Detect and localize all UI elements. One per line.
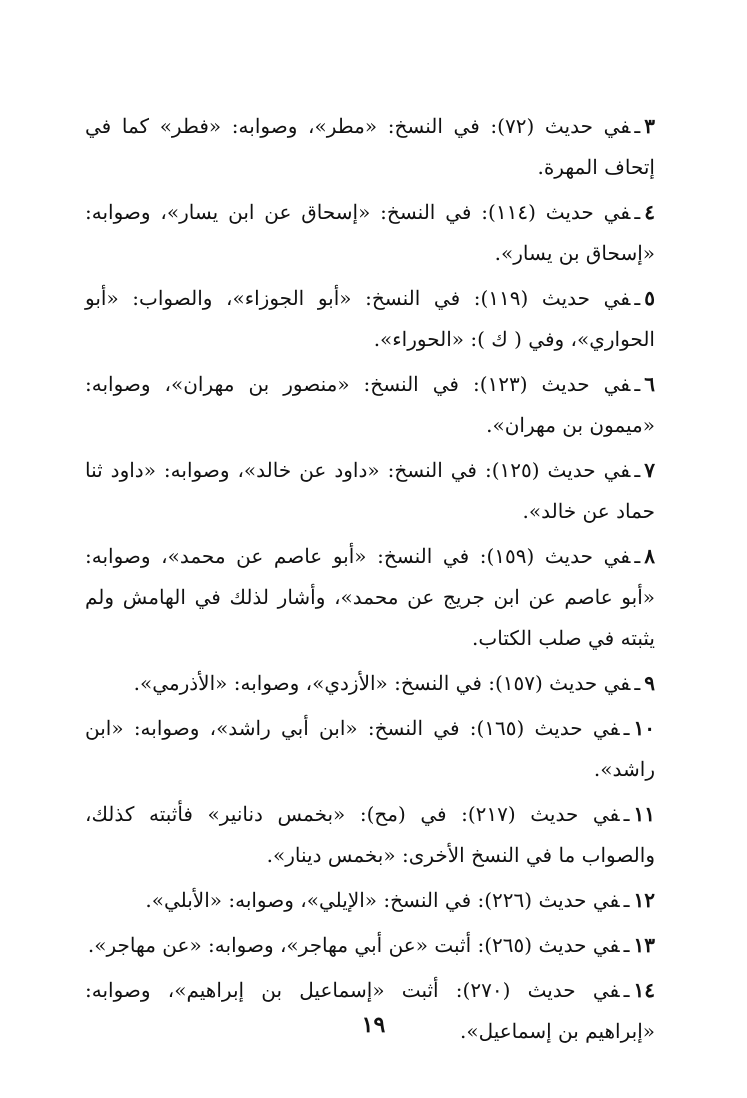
note-text: في حديث (١٢٣): في النسخ: «منصور بن مهران»، وصوابه: «ميمون بن مهران». — [85, 372, 655, 437]
note-number: ٩ — [644, 671, 655, 695]
list-item — [85, 450, 655, 532]
note-text: في حديث (٧٢): في النسخ: «مطر»، وصوابه: «فطر» كما في إتحاف المهرة. — [85, 114, 655, 179]
list-item — [85, 708, 655, 790]
note-text: في حديث (٢٢٦): في النسخ: «الإيلي»، وصوابه: «الأبلي». — [145, 888, 620, 912]
list-item — [85, 192, 655, 274]
note-dash: ـ — [623, 888, 630, 912]
note-text: في حديث (١٥٧): في النسخ: «الأزدي»، وصوابه: «الأذرمي». — [133, 671, 631, 695]
note-dash: ـ — [634, 372, 641, 396]
list-item — [85, 794, 655, 876]
note-text: في حديث (٢٧٠): أثبت «إسماعيل بن إبراهيم»، وصوابه: «إبراهيم بن إسماعيل». — [85, 978, 655, 1043]
note-dash: ـ — [623, 802, 630, 826]
list-item — [85, 536, 655, 659]
note-number: ١٢ — [633, 888, 655, 912]
note-number: ١٣ — [633, 933, 655, 957]
list-item — [85, 364, 655, 446]
note-dash: ـ — [623, 978, 630, 1002]
note-dash: ـ — [634, 544, 641, 568]
note-dash: ـ — [634, 200, 641, 224]
list-item — [85, 925, 655, 966]
note-number: ١٤ — [633, 978, 656, 1002]
list-item — [85, 278, 655, 360]
note-number: ٧ — [644, 458, 656, 482]
note-number: ٦ — [644, 372, 655, 396]
notes-list — [85, 106, 655, 1056]
note-number: ٥ — [644, 286, 655, 310]
note-text: في حديث (١٥٩): في النسخ: «أبو عاصم عن محمد»، وصوابه: «أبو عاصم عن ابن جريج عن محمد»، وأشار لذلك في الهامش ولم يثبته في صلب الكتاب. — [85, 544, 655, 650]
note-dash: ـ — [634, 671, 641, 695]
list-item — [85, 880, 655, 921]
note-dash: ـ — [623, 716, 630, 740]
list-item — [85, 106, 655, 188]
note-text: في حديث (١٦٥): في النسخ: «ابن أبي راشد»، وصوابه: «ابن راشد». — [85, 716, 655, 781]
note-dash: ـ — [634, 114, 641, 138]
list-item — [85, 970, 655, 1052]
note-number: ٤ — [644, 200, 656, 224]
note-number: ١٠ — [633, 716, 655, 740]
note-text: في حديث (٢٦٥): أثبت «عن أبي مهاجر»، وصوابه: «عن مهاجر». — [87, 933, 620, 957]
note-number: ٨ — [644, 544, 655, 568]
note-dash: ـ — [634, 286, 641, 310]
page-number: ١٩ — [361, 1012, 386, 1038]
note-number: ١١ — [633, 802, 655, 826]
note-dash: ـ — [634, 458, 641, 482]
list-item — [85, 663, 655, 704]
note-dash: ـ — [623, 933, 630, 957]
note-text: في حديث (١٢٥): في النسخ: «داود عن خالد»، وصوابه: «داود ثنا حماد عن خالد». — [85, 458, 655, 523]
note-text: في حديث (١١٩): في النسخ: «أبو الجوزاء»، والصواب: «أبو الحواري»، وفي ( ك ): «الحوراء». — [85, 286, 655, 351]
note-text: في حديث (١١٤): في النسخ: «إسحاق عن ابن يسار»، وصوابه: «إسحاق بن يسار». — [85, 200, 655, 265]
note-text: في حديث (٢١٧): في (مح): «بخمس دنانير» فأثبته كذلك، والصواب ما في النسخ الأخرى: «بخمس دينار». — [85, 802, 655, 867]
note-number: ٣ — [644, 114, 655, 138]
